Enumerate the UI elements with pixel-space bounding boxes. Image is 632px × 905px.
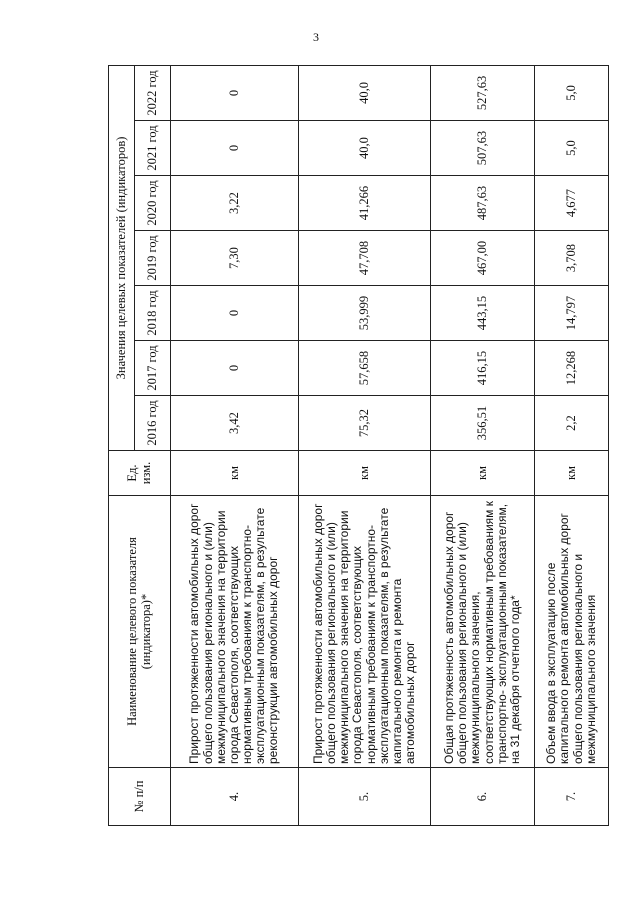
table-row	[171, 65, 299, 825]
row-num: 4.	[171, 768, 299, 826]
row-num: 6.	[431, 768, 535, 826]
indicators-table-container	[108, 66, 608, 826]
table-row	[299, 65, 431, 825]
row-value: 443,15	[431, 286, 535, 341]
row-name: Прирост протяженности автомобильных дорог общего пользования регионального и (или) межмуниципального значения на территории города Севастополя, соответствующих нормативным требованиям к транспортно-эксплуатационным показателям, в результате капитального ремонта и ремонта автомобильных дорог	[299, 496, 431, 768]
header-year: 2017 год	[135, 341, 171, 396]
row-unit: км	[431, 451, 535, 496]
row-unit: км	[535, 451, 609, 496]
row-unit: км	[171, 451, 299, 496]
row-value: 467,00	[431, 231, 535, 286]
row-value: 12,268	[535, 341, 609, 396]
row-num: 5.	[299, 768, 431, 826]
row-value: 57,658	[299, 341, 431, 396]
row-name: Общая протяженность автомобильных дорог общего пользования регионального и (или) межмуниципального значения, соответствующих нормативным требованиям к транспортно- эксплуатационным показателям, на 31 декабря отчетного года*	[431, 496, 535, 768]
row-value: 2,2	[535, 396, 609, 451]
header-year: 2022 год	[135, 65, 171, 120]
row-name: Прирост протяженности автомобильных дорог общего пользования регионального и (или) межмуниципального значения на территории города Севастополя, соответствующих нормативным требованиям к транспортно-эксплуатационным показателям, в результате реконструкции автомобильных дорог	[171, 496, 299, 768]
row-value: 356,51	[431, 396, 535, 451]
row-value: 3,708	[535, 231, 609, 286]
table-row	[431, 65, 535, 825]
row-value: 0	[171, 121, 299, 176]
row-value: 487,63	[431, 176, 535, 231]
header-year: 2018 год	[135, 286, 171, 341]
row-value: 40,0	[299, 65, 431, 120]
row-value: 0	[171, 341, 299, 396]
row-value: 416,15	[431, 341, 535, 396]
header-unit: Ед. изм.	[109, 451, 171, 496]
row-value: 47,708	[299, 231, 431, 286]
row-value: 75,32	[299, 396, 431, 451]
row-value: 7,30	[171, 231, 299, 286]
row-name: Объем ввода в эксплуатацию после капитального ремонта автомобильных дорог общего пользования регионального и межмуниципального значения	[535, 496, 609, 768]
row-value: 5,0	[535, 65, 609, 120]
header-year: 2020 год	[135, 176, 171, 231]
row-value: 5,0	[535, 121, 609, 176]
row-value: 507,63	[431, 121, 535, 176]
row-value: 3,42	[171, 396, 299, 451]
row-value: 14,797	[535, 286, 609, 341]
indicators-table	[108, 65, 609, 826]
row-value: 527,63	[431, 65, 535, 120]
page-number: 3	[313, 30, 319, 44]
row-value: 0	[171, 65, 299, 120]
table-row	[535, 65, 609, 825]
row-unit: км	[299, 451, 431, 496]
header-num: № п/п	[109, 768, 171, 826]
header-year: 2016 год	[135, 396, 171, 451]
row-value: 40,0	[299, 121, 431, 176]
header-year: 2019 год	[135, 231, 171, 286]
row-num: 7.	[535, 768, 609, 826]
row-value: 0	[171, 286, 299, 341]
header-values-group: Значения целевых показателей (индикаторов)	[109, 65, 135, 450]
row-value: 4,677	[535, 176, 609, 231]
row-value: 53,999	[299, 286, 431, 341]
row-value: 41,266	[299, 176, 431, 231]
row-value: 3,22	[171, 176, 299, 231]
header-year: 2021 год	[135, 121, 171, 176]
header-name: Наименование целевого показателя (индикатора)*	[109, 496, 171, 768]
